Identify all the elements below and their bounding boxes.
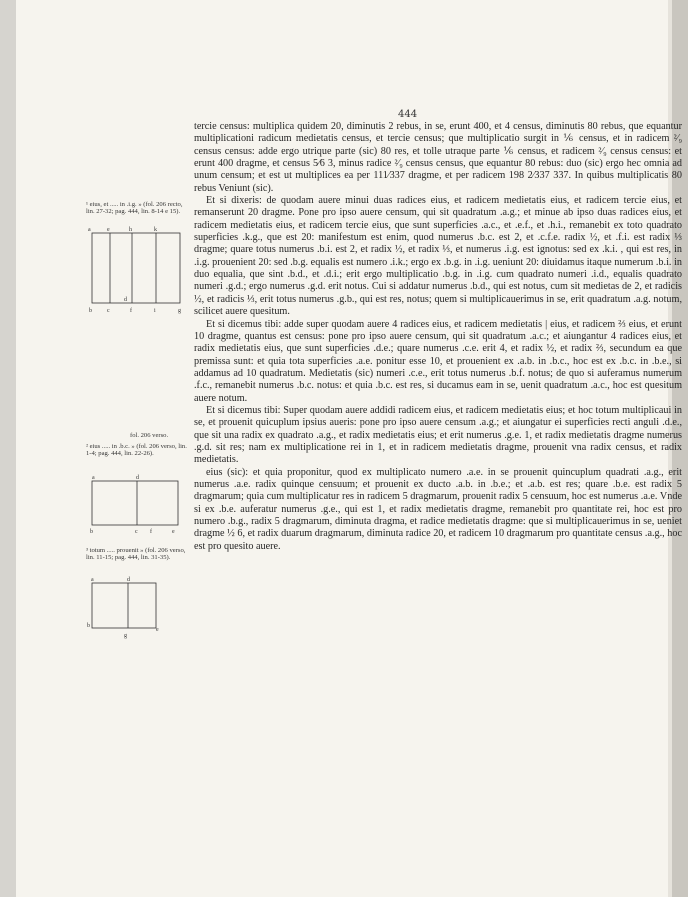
margin-note-2: ² eius ..... in .b.c. » (fol. 206 verso, lin. 1-4; pag. 444, lin. 22-26).: [86, 443, 187, 458]
fig2-label-d: d: [136, 475, 139, 481]
paragraph-1: tercie census: multiplica quidem 20, diminutis 2 rebus, in se, erunt 400, et 4 census, diminutis 80 rebus, que equantur multiplicationi radicum medietatis census, et tercie census; que multiplicatio surgit in ⅙ census, et in radicem ²⁄₉ census census: adde ergo utrique parte (sic) 80 res, et tolle utraque parte ⅙ census, et radicem ²⁄₉ census census: et erunt 400 dragme, et census 5⁄6 3, minus radice ²⁄₉ census census, que equantur 80 rebus: duo (sic) ergo hec omnia ad unum censum; et est ut multiplices ea per 111⁄337 dragme, et per radicem 198 2⁄337 337. In quibus multiplicatis 80 rebus Veniunt (sic).: [194, 121, 682, 194]
fig3-label-a: a: [91, 577, 94, 583]
figure-2: [88, 473, 188, 539]
fig2-label-b: b: [90, 529, 93, 535]
fig1-label-i: i: [154, 308, 156, 314]
paragraph-3: Et si dicemus tibi: adde super quodam auere 4 radices eius, et radicem medietatis | eius, et radicem ⅔ eius, et erunt 10 dragme, quantus est census: pone pro ipso auere censum, qui sit quadratum .a.c.; et aiungantur 4 radices eius, et radix medietatis eius, que sunt superficies .d.e.; quare numerus .c.e. erit 4, et radix ½, et radix ⅔, secundum ea que premissa sunt: et quia tota superficies .a.e. ponitur esse 10, et prouenient ex .a.b. in .b.c., hoc est ex .b.c. in .b.e., si addamus ad 10 quadratum. Medietatis (sic) numeri .c.e., erit totus numerus .b.f. notus; de quo si auferamus numerum .f.c., remanebit numerus .b.c. notus: et quia .b.c. est res, si ducamus eam in se, uenit quadratum .a.c., hoc est quesitum auere notum.: [194, 318, 682, 404]
page-number: 444: [398, 109, 418, 120]
fig1-label-h: h: [129, 227, 132, 233]
margin-note-3: ³ totum ..... prouenit » (fol. 206 verso, lin. 11-15; pag. 444, lin. 31-35).: [86, 547, 186, 562]
fig2-label-c: c: [135, 529, 138, 535]
folio-reference: fol. 206 verso.: [130, 432, 169, 439]
paragraph-2: Et si dixeris: de quodam auere minui duas radices eius, et radicem medietatis eius, et radicem tercie eius, et remanserunt 20 dragme. Pone pro ipso auere censum, qui sit quadratum .a.g.; et minue ab ipso duas radices eius, et radicem medietatis eius, et radicem tercie eius, que sunt superficies .a.c., et .e.f., et .h.i., remanebit ex toto quadrato superficies .k.g., que est 20: manifestum est enim, quod numerus .b.c. est 2, et .c.f.e. radix ½, et .f.i. est radix ⅓ dragme; quare totus numerus .b.i. est 2, et radix ½, et radix ⅓, et numerus .i.g. est ignotus: sed ex .k.i. , qui est res, in .i.g. prouenient 20: sed .b.g. equalis est numero .i.k.; ergo ex .b.g. in .i.g. ueniunt 20: diuidamus itaque numerum .b.i. in duo equalia, que sint .b.d., et .d.i.; erit ergo multiplicatio .b.g. in .i.g. cum quadrato numeri .i.d., equalis quadrato numeri .g.d.; ergo numerus .g.d. erit notus. Cui si addatur numerus .b.d., qui est notus, cum sit medietas de 2, et radicis ½, et radicis ⅓, erit totus numerus .g.b., qui est res, notus; quem si multiplicauerimus in se, erit quadratum .a.g. notum, scilicet auere quesitum.: [194, 195, 682, 318]
figure-3: [86, 575, 186, 649]
figure-1: [88, 226, 188, 320]
paragraph-4: Et si dicemus tibi: Super quodam auere addidi radicem eius, et radicem medietatis eius; et hoc totum multiplicaui in se, et prouenit quicuplum ipsius aueris: pone pro ipso auere censum .a.g.; et aiungatur ei superficies recti anguli .d.e., que sit una radix ex quadrato .a.g., et radix medietatis eius; et erit numerus .g.e. 1, et radix medietatis dragme numerus .g.d. sit res; nam ex multiplicatione rei in 1, et in radicem medietatis dragme, prouenit vna radix census, et radix medietatis.: [194, 404, 682, 466]
paragraph-5: eius (sic): et quia proponitur, quod ex multiplicato numero .a.e. in se prouenit quincuplum quadrati .a.g., erit numerus .a.e. radix quinque censuum; et prouenit ex ducto .a.b. in .b.e.; et .a.b. est res; quare .b.e. est radix 5 dragmarum; quia cum multiplicatur res in radicem 5 dragmarum, prouenit radix 5 censuum, hoc est numerus .a.e. Vnde si ex .b.e. auferatur numerus .g.e., qui est 1, et radix medietatis dragme, remanebit pro quantitate rei, hoc est pro numero .b.g., radix 5 dragmarum, diminuta dragma, et radice medietatis dragme: que si multiplicauerimus in se, ueniet dragme ½ 6, et radix duarum dragmarum, diminuta radice 20, et radicem 10 dragmarum pro quantitate census .a.g., hoc est pro quesito auere.: [194, 466, 682, 552]
fig3-label-e: e: [156, 627, 159, 633]
fig1-label-f: f: [130, 308, 132, 314]
fig1-label-e: e: [107, 227, 110, 233]
fig2-label-f: f: [150, 529, 152, 535]
main-text: [194, 121, 682, 553]
fig1-label-g: g: [178, 308, 181, 314]
fig3-label-b: b: [87, 623, 90, 629]
fig2-label-e: e: [172, 529, 175, 535]
fig3-label-d: d: [127, 577, 130, 583]
fig1-label-b: b: [89, 308, 92, 314]
fig1-label-k: k: [154, 227, 157, 233]
fig3-label-g: g: [124, 633, 127, 639]
margin-note-1: ¹ eius, et ..... in .i.g. » (fol. 206 recto, lin. 27-32; pag. 444, lin. 8-14 e 15).: [86, 201, 183, 216]
fig1-label-d: d: [124, 297, 127, 303]
fig1-label-c: c: [107, 308, 110, 314]
fig1-label-a: a: [88, 227, 91, 233]
fig2-label-a: a: [92, 475, 95, 481]
